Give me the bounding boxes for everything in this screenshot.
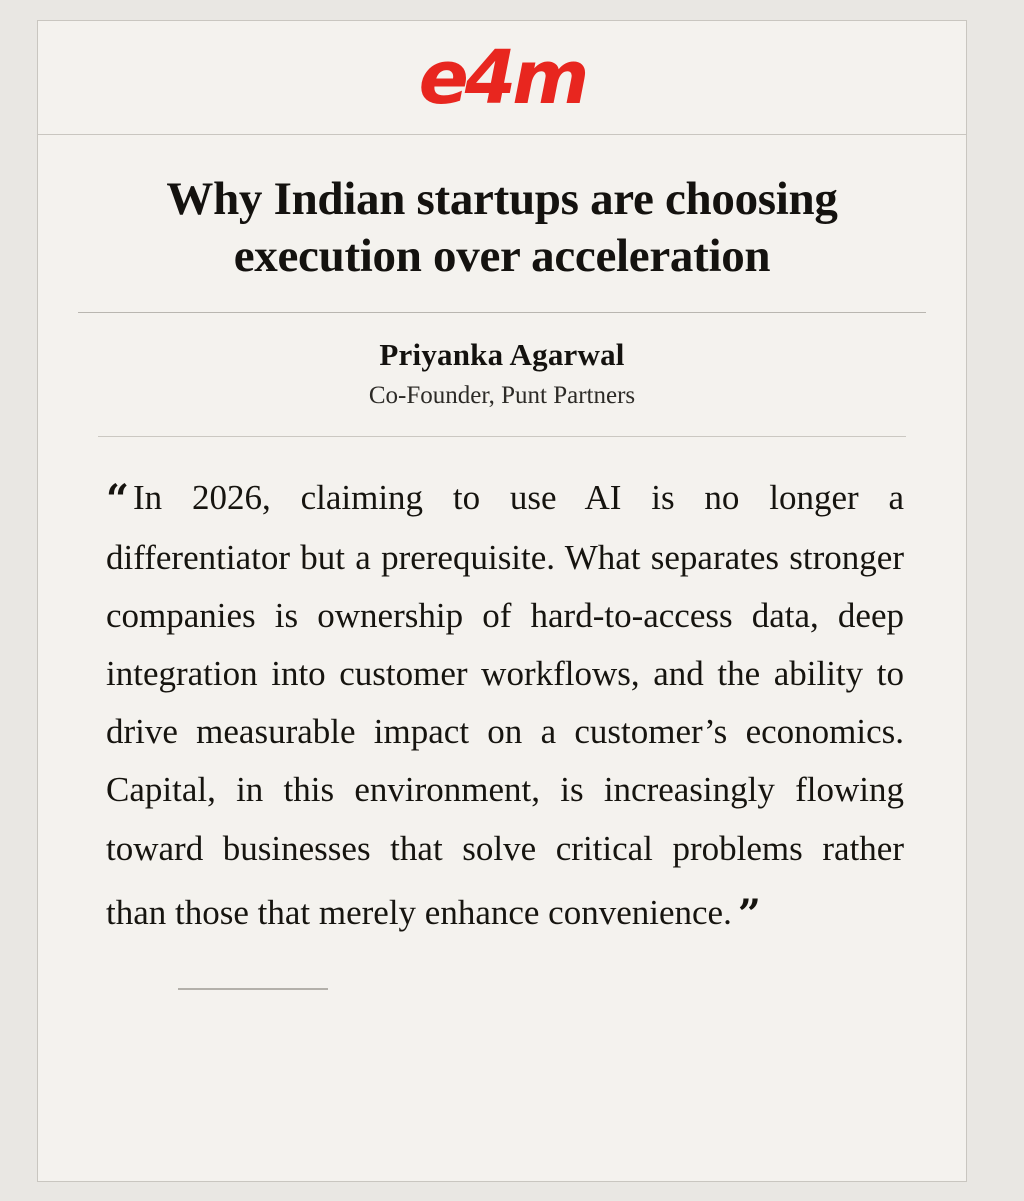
quote-close-icon: ” [737,890,759,938]
page-title: Why Indian startups are choosing execution over acceleration [166,173,838,283]
author-role: Co-Founder, Punt Partners [368,381,636,409]
headline-section [38,135,966,286]
masthead [38,21,966,135]
quote-open-icon: “ [106,475,128,523]
author-name: Priyanka Agarwal [379,336,625,372]
quote-section [38,437,966,990]
byline [38,313,966,410]
divider-end [178,988,328,990]
quote-paragraph [106,463,904,944]
article-card [37,20,967,1182]
quote-body: In 2026, claiming to use AI is no longer a differentiator but a prerequisite. What separates stronger companies is ownership of hard-to-access data, deep integration into customer workflows, and the ability to drive measurable impact on a customer’s economics. Capital, in this environment, is increasingly flowing toward businesses that solve critical problems rather than those that merely enhance convenience. [106,477,904,932]
e4m-logo: e4m [418,34,586,121]
